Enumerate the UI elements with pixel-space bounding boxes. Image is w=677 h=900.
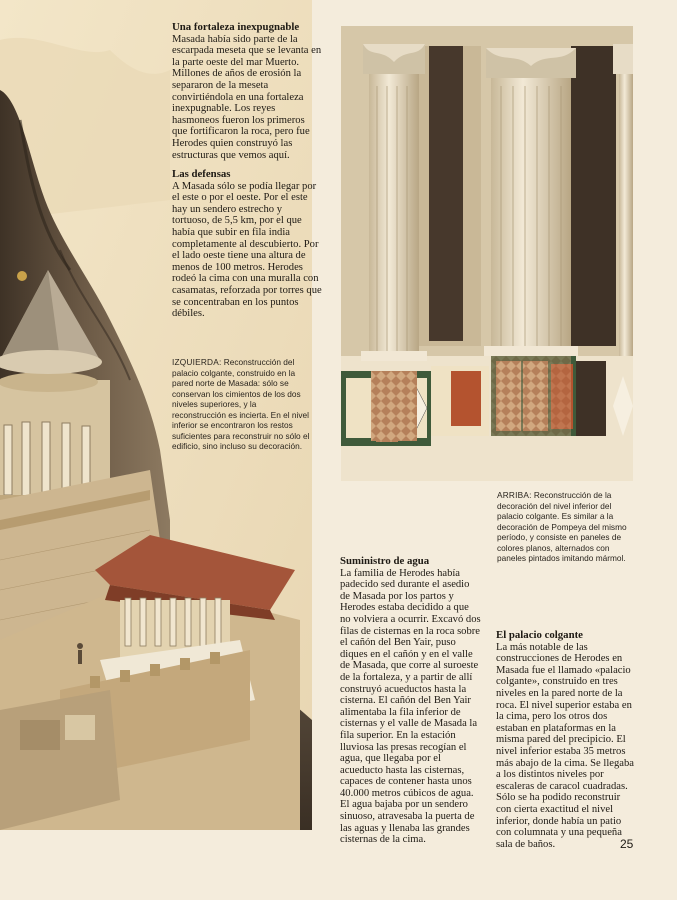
caption-lead: ARRIBA:	[497, 490, 532, 500]
page-number: 25	[620, 837, 634, 851]
section-fortaleza	[172, 22, 322, 161]
section-heading: Las defensas	[172, 168, 231, 180]
section-defensas	[172, 169, 322, 320]
caption-left	[172, 357, 312, 452]
caption-lead: IZQUIERDA:	[172, 357, 222, 367]
section-body: La familia de Herodes había padecido sed durante el asedio de Masada por los partos y Herodes estaba decidido a que no volviera a ocurrir. Excavó dos filas de cisternas en la roca sobre el cañón del Ben Yair, puso diques en el cañón y en el valle de Masada, que corre al suroeste de la fortaleza, y a partir de allí construyó acueductos hasta la cisterna. El cañón del Ben Yair alimentaba la fila inferior de cisternas y el valle de Masada la fila superior. En la estación lluviosa las presas recogían el agua, que llegaba por el acueducto hasta las cisternas, capaces de contener hasta unos 40.000 metros cúbicos de agua. El agua bajaba por un sendero sinuoso, atravesaba la puerta de las aguas y llenaba las grandes cisternas de la cima.	[340, 567, 481, 846]
section-body: La más notable de las construcciones de Herodes en Masada fue el llamado «palacio colgante», construido en tres niveles en la pared norte de la roca. El nivel superior estaba en la cima, pero los otros dos estaban en plataformas en la misma pared del precipicio. El nivel inferior estaba 35 metros más abajo de la cima. Se llegaba a los distintos niveles por escaleras de caracol cuadradas. Sólo se ha podido reconstruir con cierta exactitud el nivel inferior, donde había un patio con columnata y una pequeña sala de baños.	[496, 641, 634, 850]
section-body: Masada había sido parte de la escarpada meseta que se levanta en la parte oeste del mar Muerto. Millones de años de erosión la separaron de la meseta convirtiéndola en una fortaleza inexpugnable. Los reyes hasmoneos fueron los primeros que fortificaron la roca, pero fue Herodes quien construyó las estructuras que vemos aquí.	[172, 33, 322, 161]
section-heading: El palacio colgante	[496, 629, 583, 641]
caption-text: Reconstrucción del palacio colgante, construido en la pared norte de Masada: sólo se conservan los cimientos de los dos niveles superiores, y la reconstrucción es incierta. En el nivel inferior se encontraron los restos suficientes para reconstruir no sólo el edificio, sino incluso su decoración.	[172, 357, 310, 451]
wall-decoration-illustration	[341, 26, 633, 481]
section-heading: Suministro de agua	[340, 555, 430, 567]
caption-right	[497, 490, 639, 564]
caption-text: Reconstrucción de la decoración del nivel inferior del palacio colgante. Es similar a la decoración de Pompeya del mismo período, y consiste en paneles de colores planos, alternados con paneles pintados imitando mármol.	[497, 490, 627, 563]
section-body: A Masada sólo se podía llegar por el este o por el oeste. Por el este hay un sendero estrecho y tortuoso, de 5,5 km, por el que había que subir en fila india completamente al descubierto. Por el lado oeste tiene una altura de menos de 100 metros. Herodes rodeó la cima con una muralla con casamatas, reforzada por torres que se concentraban en los puntos débiles.	[172, 180, 322, 320]
section-suministro	[340, 556, 482, 846]
section-palacio	[496, 630, 638, 850]
section-heading: Una fortaleza inexpugnable	[172, 21, 300, 33]
